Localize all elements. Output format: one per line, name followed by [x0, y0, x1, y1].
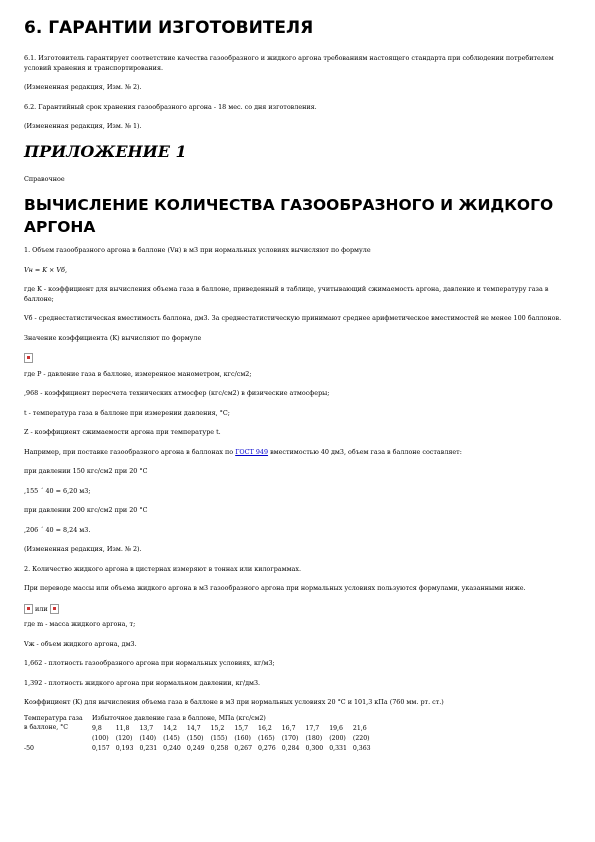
paragraph-2: 2. Количество жидкого аргона в цистернах измеряют в тоннах или килограммах.: [24, 564, 302, 573]
table-cell-value: 0,249: [186, 744, 205, 752]
example-text: Например, при поставке газообразного аргона в баллонах по: [24, 447, 236, 456]
example-2-label: при давлении 200 кгс/см2 при 20 °С: [24, 506, 148, 514]
where-k: где K - коэффициент для вычисления объема газа в баллоне, приведенный в таблице, учитывающий сжимаемость аргона, давление и температуру газа в баллоне;: [24, 285, 549, 303]
formula-images: [24, 604, 574, 615]
table-cell-pressure-kgs: (150): [186, 734, 204, 742]
table-cell-pressure: 13,7: [139, 724, 154, 732]
paragraph-6-2: 6.2. Гарантийный срок хранения газообразного аргона - 18 мес. со дня изготовления.: [24, 102, 317, 111]
example-1-value: ,155 ´ 40 = 6,20 м3;: [24, 486, 91, 495]
appendix-heading: ВЫЧИСЛЕНИЕ КОЛИЧЕСТВА ГАЗООБРАЗНОГО И ЖИДКОГО АРГОНА: [24, 196, 554, 236]
k-calc: Значение коэффициента (K) вычисляют по формуле: [24, 333, 202, 342]
table-cell-value: 0,267: [234, 744, 253, 752]
t-def: t - температура газа в баллоне при измерении давления, °С;: [24, 408, 230, 417]
appendix-title: ПРИЛОЖЕНИЕ 1: [24, 141, 187, 161]
table-cell-pressure-kgs: (180): [305, 734, 323, 742]
table-cell-pressure: 14,7: [186, 724, 201, 732]
table-cell-pressure-kgs: (140): [139, 734, 157, 742]
coef-table-title: Коэффициент (K) для вычисления объема газа в баллоне в м3 при нормальных условиях 20 °С и 101,3 кПа (760 мм. рт. ст.): [24, 698, 444, 706]
table-cell-pressure-kgs: (170): [281, 734, 299, 742]
table-cell-pressure-kgs: (220): [352, 734, 370, 742]
table-cell-value: 0,363: [352, 744, 371, 752]
example-2-value: ,206 ´ 40 = 8,24 м3.: [24, 525, 91, 534]
table-cell-pressure: 11,8: [115, 724, 130, 732]
table-cell-pressure: 17,7: [305, 724, 320, 732]
section-title: 6. ГАРАНТИИ ИЗГОТОВИТЕЛЯ: [24, 18, 314, 38]
table-pressure-header: Избыточное давление газа в баллоне, МПа (кгс/см2): [92, 714, 266, 722]
table-cell-pressure-kgs: (160): [234, 734, 251, 742]
table-cell-pressure: 19,6: [329, 724, 343, 732]
table-cell-value: 0,331: [329, 744, 347, 752]
table-cell-pressure: 15,7: [234, 724, 249, 732]
formula-image-icon: [24, 353, 33, 363]
table-cell-pressure: 16,7: [281, 724, 296, 732]
z-def: Z - коэффициент сжимаемости аргона при температуре t.: [24, 428, 221, 436]
table-cell-pressure: 9,8: [92, 724, 102, 732]
table-cell-value: 0,276: [258, 744, 276, 752]
table-cell-pressure-kgs: (155): [210, 734, 228, 742]
table-cell-pressure-kgs: (165): [258, 734, 275, 742]
paragraph-6-1: 6.1. Изготовитель гарантирует соответствие качества газообразного и жидкого аргона требованиям настоящего стандарта при соблюдении потребителем условий хранения и транспортирования.: [24, 54, 554, 72]
paragraph-2b: При переводе массы или объема жидкого аргона в м3 газообразного аргона при нормальных условиях пользуются формулами, указанными ниже.: [24, 584, 526, 592]
where-vb: Vб - среднестатистическая вместимость баллона, дм3. За среднестатистическую принимают среднее арифметическое вместимостей не менее 100 баллонов.: [24, 314, 562, 322]
coef-table: [24, 714, 377, 754]
formula-image-icon: [24, 604, 33, 614]
gost-link[interactable]: ГОСТ 949: [235, 447, 269, 456]
table-cell-value: 0,193: [115, 744, 134, 752]
rho1-def: 1,662 - плотность газообразного аргона при нормальных условиях, кг/м3;: [24, 659, 275, 667]
coef-968: ,968 - коэффициент пересчета технических атмосфер (кгс/см2) в физические атмосферы;: [24, 389, 330, 397]
edit-note: (Измененная редакция, Изм. № 2).: [24, 83, 142, 91]
document-page: [24, 14, 574, 754]
edit-note: (Измененная редакция, Изм. № 2).: [24, 545, 142, 553]
table-cell-pressure: 16,2: [258, 724, 272, 732]
table-cell-value: 0,300: [305, 744, 324, 752]
table-cell-pressure-kgs: (120): [115, 734, 133, 742]
table-col-header: Температура газа в баллоне, °С: [24, 714, 83, 731]
table-cell-pressure-kgs: (100): [92, 734, 109, 742]
table-cell-pressure: 14,2: [163, 724, 177, 732]
paragraph-1: 1. Объем газообразного аргона в баллоне (Vн) в м3 при нормальных условиях вычисляют по формуле: [24, 246, 371, 254]
table-cell-value: 0,258: [210, 744, 229, 752]
table-cell-value: 0,240: [163, 744, 181, 752]
table-cell-pressure: 15,2: [210, 724, 225, 732]
example-paragraph: [24, 448, 574, 458]
table-cell-value: 0,284: [281, 744, 300, 752]
table-cell-value: 0,231: [139, 744, 158, 752]
table-cell-pressure: 21,6: [352, 724, 367, 732]
formula-vn: Vн = K × Vб,: [24, 265, 67, 274]
edit-note: (Измененная редакция, Изм. № 1).: [24, 122, 142, 130]
or-word: или: [35, 604, 48, 613]
table-cell-pressure-kgs: (200): [329, 734, 346, 742]
formula-image-icon: [50, 604, 59, 614]
where-m: где m - масса жидкого аргона, т;: [24, 620, 136, 628]
where-p: где P - давление газа в баллоне, измеренное манометром, кгс/см2;: [24, 369, 252, 378]
example-1-label: при давлении 150 кгс/см2 при 20 °С: [24, 467, 148, 475]
appendix-kind: Справочное: [24, 174, 65, 183]
table-cell-temp: -50: [24, 744, 34, 752]
table-cell-value: 0,157: [92, 744, 110, 752]
table-row: [24, 744, 377, 754]
vzh-def: Vж - объем жидкого аргона, дм3.: [24, 639, 137, 648]
rho2-def: 1,392 - плотность жидкого аргона при нормальном давлении, кг/дм3.: [24, 678, 261, 687]
example-text-end: вместимостью 40 дм3, объем газа в баллоне составляет:: [268, 447, 462, 456]
table-cell-pressure-kgs: (145): [163, 734, 180, 742]
